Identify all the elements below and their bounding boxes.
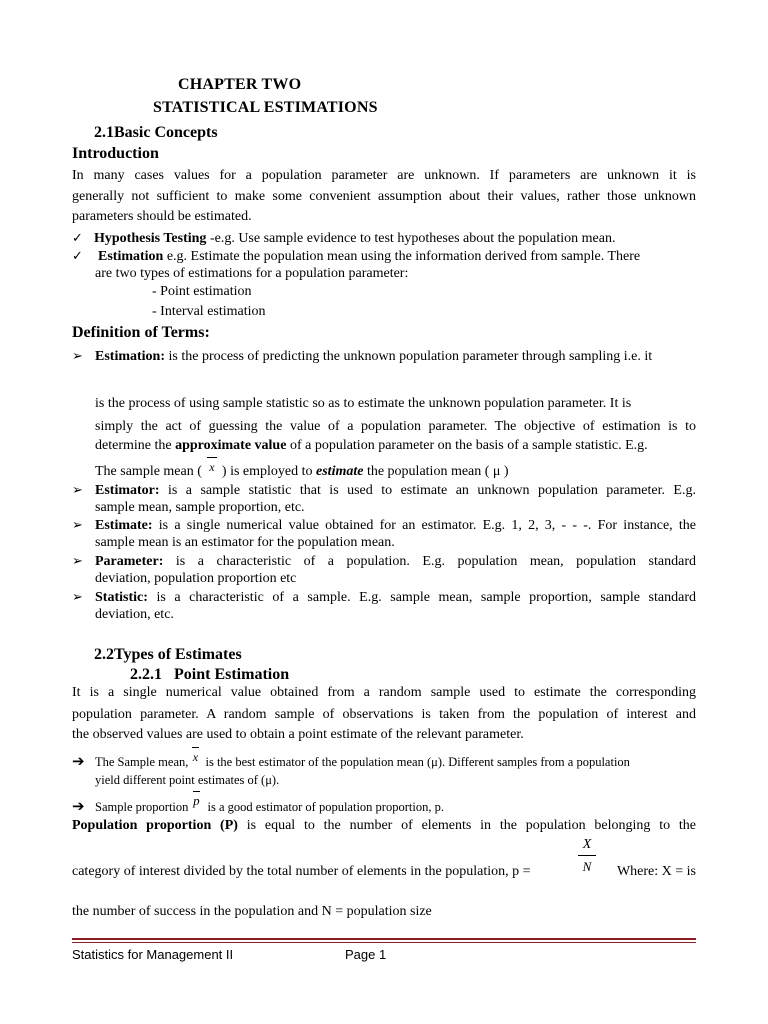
xbar-symbol <box>202 457 222 477</box>
def-estimate-line-2: sample mean is an estimator for the population mean. <box>95 535 395 550</box>
def-parameter-line-2: deviation, population proportion etc <box>95 571 297 586</box>
def-estimation-line-3: simply the act of guessing the value of a population parameter. The objective of estimation is to <box>95 419 696 434</box>
section-number: 2.2.1 <box>130 666 162 683</box>
section-number: 2.2 <box>94 646 114 663</box>
point-line-2: population parameter. A random sample of observations is taken from the population of interest and <box>72 707 696 722</box>
footer-rule-top <box>72 938 696 940</box>
def-text: is a sample statistic that is used to estimate an unknown population parameter. E.g. <box>159 483 696 498</box>
def-term: Estimate: <box>95 518 153 533</box>
def-term: Estimation: <box>95 349 165 364</box>
footer-course-title: Statistics for Management II <box>72 947 234 962</box>
def-statistic-line-2: deviation, etc. <box>95 607 174 622</box>
arrow-item-sample-proportion <box>72 793 444 816</box>
section-2-1-heading <box>94 124 218 142</box>
estimation-desc-line-2: are two types of estimations for a population parameter: <box>95 266 409 281</box>
arrow-item-sample-mean <box>72 750 630 771</box>
def-term: Parameter: <box>95 554 164 569</box>
introduction-heading: Introduction <box>72 145 159 162</box>
bullet-icon: ➢ <box>72 589 83 604</box>
intro-line-3: parameters should be estimated. <box>72 209 252 224</box>
section-2-2-1-heading <box>130 666 289 684</box>
def-estimation-line-2: is the process of using sample statistic so as to estimate the unknown population parameter. It is <box>95 396 632 411</box>
text-run: The Sample mean, <box>95 755 189 769</box>
population-proportion-line-3: the number of success in the population and N = population size <box>72 904 432 919</box>
def-text: is a single numerical value obtained for an estimator. E.g. 1, 2, 3, - - -. For instance, the <box>152 518 696 533</box>
intro-line-2: generally not sufficient to make some convenient assumption about their values, rather those unknown <box>72 189 696 204</box>
def-text: is a characteristic of a population. E.g. population mean, population standard <box>163 554 696 569</box>
def-estimator-line-2: sample mean, sample proportion, etc. <box>95 500 305 515</box>
intro-line-1: In many cases values for a population parameter are unknown. If parameters are unknown it is <box>72 168 696 183</box>
text-run: The sample mean ( <box>95 464 202 479</box>
section-number: 2.1 <box>94 124 114 141</box>
hypothesis-desc: -e.g. Use sample evidence to test hypotheses about the population mean. <box>206 231 616 246</box>
def-estimation-line-5 <box>95 461 509 482</box>
p-letter: p <box>193 793 200 808</box>
point-line-1: It is a single numerical value obtained from a random sample used to estimate the corresponding <box>72 685 696 700</box>
def-estimation <box>72 346 696 367</box>
estimation-desc: e.g. Estimate the population mean using the information derived from sample. There <box>163 249 641 264</box>
sub-item-point: - Point estimation <box>152 284 252 299</box>
check-icon: ✓ <box>72 248 83 263</box>
footer-page-number: Page 1 <box>345 947 387 962</box>
text-run: is the best estimator of the population mean (μ). Different samples from a population <box>205 755 630 769</box>
section-title: Point Estimation <box>174 666 290 683</box>
xbar-letter: x <box>209 460 215 474</box>
point-line-3: the observed values are used to obtain a point estimate of the relevant parameter. <box>72 727 524 742</box>
def-term: Statistic: <box>95 590 148 605</box>
footer-rule-bottom <box>72 942 696 943</box>
bullet-icon: ➢ <box>72 482 83 497</box>
text-run: is a good estimator of population proportion, p. <box>207 800 444 814</box>
bullet-icon: ➢ <box>72 517 83 532</box>
def-text: is a characteristic of a sample. E.g. sample mean, sample proportion, sample standard <box>147 590 696 605</box>
def-estimation-line-4 <box>95 436 648 456</box>
sub-item-interval: - Interval estimation <box>152 304 266 319</box>
pp-term: Population proportion (P) <box>72 818 238 833</box>
def-term: Estimator: <box>95 483 160 498</box>
bullet-icon: ➢ <box>72 348 83 363</box>
population-proportion-where: Where: X = is <box>616 864 696 879</box>
population-proportion-line-2: category of interest divided by the total number of elements in the population, p = <box>72 864 531 879</box>
fraction-numerator: X <box>582 837 592 852</box>
section-title: Basic Concepts <box>114 124 218 141</box>
population-proportion-line-1 <box>72 816 696 836</box>
section-title: Types of Estimates <box>114 646 242 663</box>
approximate-value-term: approximate value <box>175 438 287 453</box>
arrow-item-sample-mean-line-2: yield different point estimates of (μ). <box>95 773 280 787</box>
chapter-title: STATISTICAL ESTIMATIONS <box>153 99 378 116</box>
text-run: ) is employed to <box>221 464 317 479</box>
section-2-2-heading <box>94 646 242 664</box>
estimate-term: estimate <box>316 464 364 479</box>
definitions-heading: Definition of Terms: <box>72 324 210 341</box>
fraction-bar <box>578 855 596 856</box>
bullet-icon: ➢ <box>72 553 83 568</box>
arrow-right-icon: ➔ <box>72 798 85 815</box>
fraction-denominator: N <box>582 859 592 874</box>
text-run: is equal to the number of elements in the population belonging to the <box>237 818 697 833</box>
phat-symbol <box>188 792 204 810</box>
xbar-letter: x <box>192 750 199 764</box>
text-run: of a population parameter on the basis of a sample statistic. E.g. <box>286 438 648 453</box>
text-run: the population mean ( μ ) <box>363 464 509 479</box>
arrow-right-icon: ➔ <box>72 753 85 770</box>
chapter-number: CHAPTER TWO <box>178 76 302 93</box>
hypothesis-term: Hypothesis Testing <box>94 231 207 246</box>
def-text: is the process of predicting the unknown population parameter through sampling i.e. it <box>165 349 653 364</box>
xbar-symbol <box>188 748 202 766</box>
text-run: determine the <box>95 438 176 453</box>
check-icon: ✓ <box>72 230 83 245</box>
estimation-term: Estimation <box>98 249 164 264</box>
text-run: Sample proportion <box>95 800 189 814</box>
